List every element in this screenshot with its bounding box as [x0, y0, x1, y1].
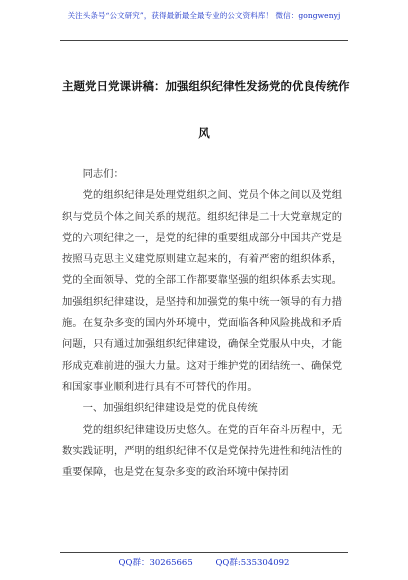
salutation: 同志们：	[82, 168, 124, 180]
document-title-line-1: 主题党日党课讲稿：加强组织纪律性发扬党的优良传统作	[62, 79, 350, 93]
footer-qq-group-1: QQ群：30265665	[118, 558, 193, 568]
footer-qq-group-2: QQ群:535304092	[215, 558, 290, 568]
paragraph-2: 党的组织纪律建设历史悠久。在党的百年奋斗历程中，无数实践证明，严明的组织纪律不仅是党保持先进性和纯洁性的重要保障，也是党在复杂多变的政治环境中保持团	[62, 423, 342, 479]
footer-contact	[0, 556, 408, 568]
header-promo-text: 关注头条号“公文研究”，获得最新最全最专业的公文资料库！ 微信：gongwenyj	[67, 11, 341, 20]
document-title-line-2: 风	[198, 126, 210, 140]
document-body	[62, 164, 342, 483]
section-heading-1: 一、加强组织纪律建设是党的优良传统	[82, 402, 258, 415]
paragraph-1: 党的组织纪律是处理党组织之间、党员个体之间以及党组织与党员个体之间关系的规范。组织纪律是二十大党章规定的党的六项纪律之一，是党的纪律的重要组成部分中国共产党是按照马克思主义建党原则建立起来的，有着严密的组织体系，党的全面领导、党的全部工作都要靠坚强的组织体系去实现。加强组织纪律建设，是坚持和加强党的集中统一领导的有力措施。在复杂多变的国内外环境中，党面临各种风险挑战和矛盾问题，只有通过加强组织纪律建设，确保全党服从中央，才能形成克难前进的强大力量。这对于维护党的团结统一、确保党和国家事业顺利进行具有不可替代的作用。	[62, 189, 342, 393]
footer-divider	[60, 552, 348, 553]
header-divider	[60, 40, 348, 41]
